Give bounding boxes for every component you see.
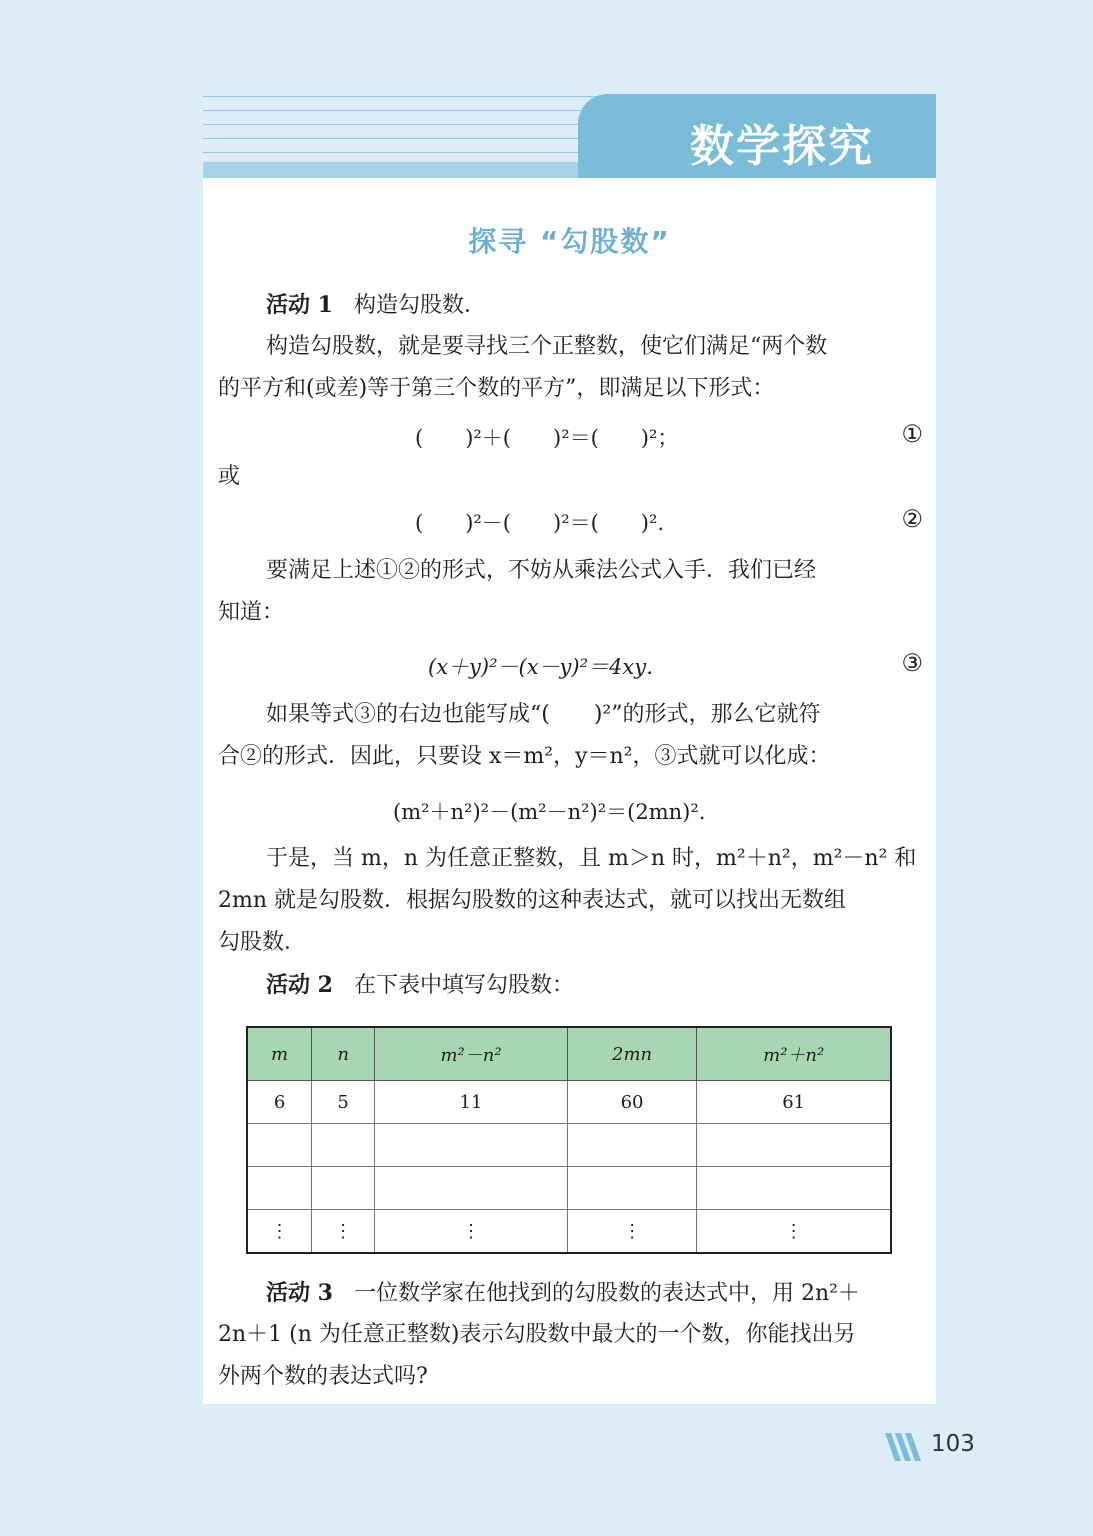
paragraph-1-line-1: 构造勾股数，就是要寻找三个正整数，使它们满足“两个数 — [266, 334, 828, 359]
table-cell: 61 — [697, 1081, 891, 1124]
table-cell: ⋮ — [375, 1210, 568, 1254]
table-cell[interactable] — [312, 1167, 375, 1210]
table-cell[interactable] — [247, 1167, 312, 1210]
table-cell[interactable] — [567, 1124, 697, 1167]
activity-2-label: 活动 2 — [266, 972, 333, 998]
table-cell: 11 — [375, 1081, 568, 1124]
table-cell: ⋮ — [567, 1210, 697, 1254]
header-m: m — [247, 1027, 312, 1081]
formula-1-number: ① — [901, 420, 923, 448]
or-text: 或 — [218, 464, 241, 489]
formula-1: ( )²＋( )²＝( )²； — [415, 426, 679, 450]
banner-tab — [578, 94, 936, 178]
banner-label: 数学探究 — [690, 121, 874, 172]
formula-3-number: ③ — [901, 649, 923, 677]
page-number: 103 — [931, 1431, 975, 1457]
table-cell: ⋮ — [312, 1210, 375, 1254]
activity-3-line-3: 外两个数的表达式吗? — [218, 1364, 428, 1389]
paragraph-3-line-1: 如果等式③的右边也能写成“( )²”的形式，那么它就符 — [266, 702, 821, 727]
table-row — [247, 1210, 891, 1254]
activity-3-line-1 — [266, 1272, 860, 1315]
formula-3: (x＋y)²－(x－y)²＝4xy． — [428, 655, 668, 679]
header-m2-minus-n2: m²－n² — [375, 1027, 568, 1081]
formula-2-number: ② — [901, 505, 923, 533]
header-m2-plus-n2: m²＋n² — [697, 1027, 891, 1081]
activity-1-heading — [266, 284, 486, 327]
table-cell[interactable] — [247, 1124, 312, 1167]
table-cell[interactable] — [697, 1167, 891, 1210]
activity-2-title: 在下表中填写勾股数： — [353, 973, 574, 998]
table-cell: ⋮ — [697, 1210, 891, 1254]
section-banner — [203, 94, 936, 178]
formula-2: ( )²－( )²＝( )². — [415, 511, 665, 535]
paragraph-4-line-1: 于是，当 m，n 为任意正整数，且 m＞n 时，m²＋n²，m²－n² 和 — [266, 846, 917, 871]
table-cell: 5 — [312, 1081, 375, 1124]
paragraph-4-line-2: 2mn 就是勾股数．根据勾股数的这种表达式，就可以找出无数组 — [218, 888, 847, 913]
page-title: 探寻 “勾股数” — [468, 225, 671, 258]
paragraph-4-line-3: 勾股数． — [218, 930, 307, 955]
activity-1-title: 构造勾股数． — [353, 293, 486, 318]
paragraph-3-line-2: 合②的形式．因此，只要设 x＝m²，y＝n²，③式就可以化成： — [218, 744, 831, 769]
paragraph-2-line-2: 知道： — [218, 600, 285, 625]
header-2mn: 2mn — [567, 1027, 697, 1081]
table-cell[interactable] — [697, 1124, 891, 1167]
formula-4: (m²＋n²)²－(m²－n²)²＝(2mn)². — [393, 800, 706, 824]
paragraph-2-line-1: 要满足上述①②的形式，不妨从乘法公式入手．我们已经 — [266, 558, 817, 583]
table-cell[interactable] — [312, 1124, 375, 1167]
table-cell: 6 — [247, 1081, 312, 1124]
pythagorean-table — [246, 1026, 892, 1254]
table-cell: 60 — [567, 1081, 697, 1124]
table-cell: ⋮ — [247, 1210, 312, 1254]
table-header-row — [247, 1027, 891, 1081]
paragraph-1-line-2: 的平方和(或差)等于第三个数的平方”，即满足以下形式： — [218, 376, 775, 401]
activity-3-label: 活动 3 — [266, 1280, 333, 1306]
header-n: n — [312, 1027, 375, 1081]
table-cell[interactable] — [375, 1124, 568, 1167]
table-row — [247, 1167, 891, 1210]
activity-2-heading — [266, 964, 574, 1007]
page-stripes-icon — [885, 1433, 927, 1461]
activity-1-label: 活动 1 — [266, 292, 333, 318]
table-cell[interactable] — [375, 1167, 568, 1210]
table-row — [247, 1124, 891, 1167]
table-cell[interactable] — [567, 1167, 697, 1210]
table-row — [247, 1081, 891, 1124]
activity-3-line-2: 2n＋1 (n 为任意正整数)表示勾股数中最大的一个数，你能找出另 — [218, 1322, 856, 1347]
activity-3-text-1: 一位数学家在他找到的勾股数的表达式中，用 2n²＋ — [353, 1281, 860, 1306]
